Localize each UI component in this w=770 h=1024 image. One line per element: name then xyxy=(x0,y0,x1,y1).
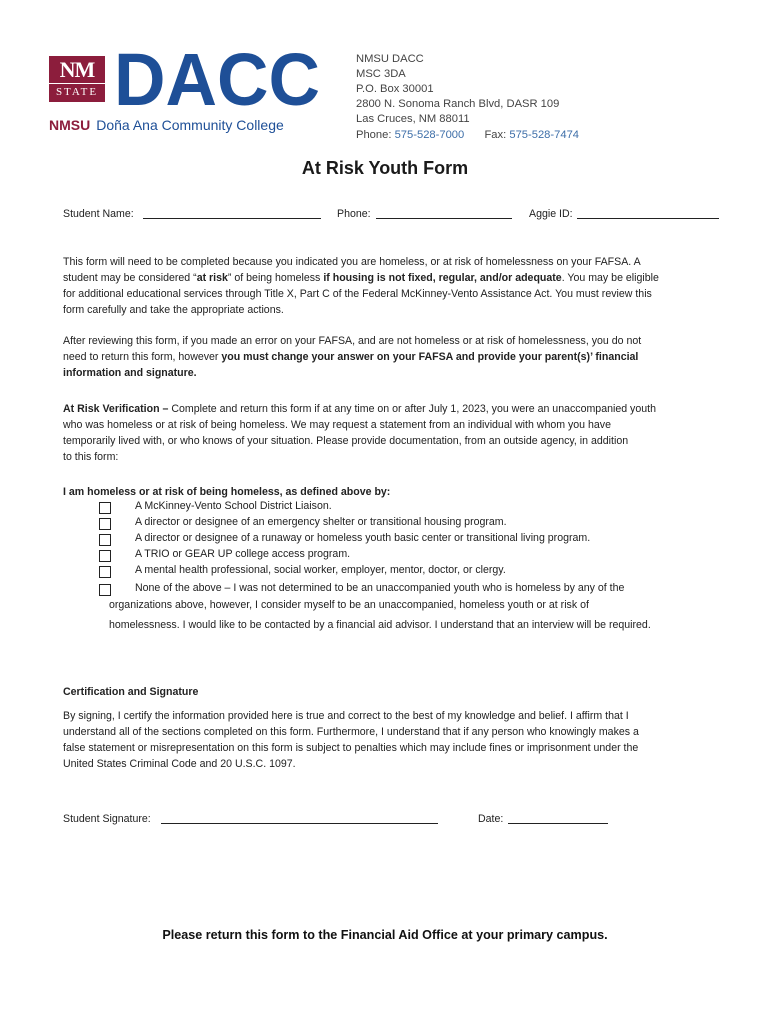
checkbox-liaison[interactable] xyxy=(99,502,111,514)
option-mental-health-label: A mental health professional, social worker, employer, mentor, doctor, or clergy. xyxy=(135,564,506,576)
option-shelter-label: A director or designee of an emergency shelter or transitional housing program. xyxy=(135,516,507,528)
dacc-logo xyxy=(114,48,322,110)
para2-line2: need to return this form, however you must change your answer on your FAFSA and provide your parent(s)’ financial xyxy=(63,351,639,363)
logo-nmsu-text: NMSU xyxy=(49,117,91,133)
address-line-5: Las Cruces, NM 88011 xyxy=(356,113,470,125)
fax-number: 575-528-7474 xyxy=(509,129,580,141)
fax-label: Fax: xyxy=(484,129,507,141)
aggie-id-field[interactable] xyxy=(577,218,719,219)
phone-field-label: Phone: xyxy=(337,208,371,220)
para1-line2: student may be considered “at risk” of being homeless if housing is not fixed, regular, and/or adequate. You may be eligible xyxy=(63,272,659,284)
checkbox-shelter[interactable] xyxy=(99,518,111,530)
logo-caption xyxy=(49,117,284,133)
checkbox-none-of-above[interactable] xyxy=(99,584,111,596)
phone-field[interactable] xyxy=(376,218,512,219)
dacc-logo-text: DACC xyxy=(114,48,320,110)
certification-line3: false statement or misrepresentation on this form is subject to penalties which may include fines or imprisonment under the xyxy=(63,742,639,754)
certification-heading: Certification and Signature xyxy=(63,686,199,698)
phone-label: Phone: xyxy=(356,129,392,141)
checklist-heading: I am homeless or at risk of being homeless, as defined above by: xyxy=(63,486,391,498)
para1-line3: for additional educational services through Title X, Part C of the Federal McKinney-Vento Assistance Act. You must review this xyxy=(63,288,652,300)
contact-line xyxy=(356,128,579,143)
date-field[interactable] xyxy=(508,823,608,824)
option-none-of-above-cont2: homelessness. I would like to be contacted by a financial aid advisor. I understand that an interview will be required. xyxy=(109,619,651,631)
address-line-2: MSC 3DA xyxy=(356,68,406,80)
aggie-id-label: Aggie ID: xyxy=(529,208,573,220)
option-runaway-center-label: A director or designee of a runaway or homeless youth basic center or transitional living program. xyxy=(135,532,591,544)
page-title: At Risk Youth Form xyxy=(301,158,469,178)
checkbox-runaway-center[interactable] xyxy=(99,534,111,546)
student-signature-field[interactable] xyxy=(161,823,438,824)
para3-line4: to this form: xyxy=(63,451,119,463)
certification-line1: By signing, I certify the information provided here is true and correct to the best of my knowledge and belief. I affirm that I xyxy=(63,710,629,722)
para2-line3: information and signature. xyxy=(63,367,197,379)
phone-number[interactable]: 575-528-7000 xyxy=(394,129,465,141)
para1-line4: form carefully and take the appropriate actions. xyxy=(63,304,284,316)
nm-state-logo xyxy=(49,56,105,102)
para1-line1: This form will need to be completed because you indicated you are homeless, or at risk of homelessness on your FAFSA. A xyxy=(63,256,641,268)
address-line-3: P.O. Box 30001 xyxy=(356,83,434,95)
checkbox-mental-health[interactable] xyxy=(99,566,111,578)
option-none-of-above-cont1: organizations above, however, I consider myself to be an unaccompanied, homeless youth or at risk of xyxy=(109,599,589,611)
option-trio-gearup-label: A TRIO or GEAR UP college access program. xyxy=(135,548,351,560)
option-none-of-above-label: None of the above – I was not determined to be an unaccompanied youth who is homeless by any of the xyxy=(135,582,625,594)
para3-line3: temporarily lived with, or who knows of your situation. Please provide documentation, from an outside agency, in addition xyxy=(63,435,629,447)
address-line-1: NMSU DACC xyxy=(356,53,424,65)
address-line-4: 2800 N. Sonoma Ranch Blvd, DASR 109 xyxy=(356,98,560,110)
student-name-field[interactable] xyxy=(143,218,321,219)
return-instructions: Please return this form to the Financial Aid Office at your primary campus. xyxy=(162,928,608,942)
student-signature-label: Student Signature: xyxy=(63,813,151,825)
logo-nm-text: NM xyxy=(59,57,95,82)
logo-state-text: STATE xyxy=(49,83,105,98)
para3-line2: who was homeless or at risk of being homeless. We may request a statement from an individual with whom you have xyxy=(63,419,611,431)
date-label: Date: xyxy=(478,813,504,825)
student-name-label: Student Name: xyxy=(63,208,134,220)
option-liaison-label: A McKinney-Vento School District Liaison. xyxy=(135,500,332,512)
logo-college-text: Doña Ana Community College xyxy=(96,117,284,133)
certification-line2: understand all of the sections completed on this form. Furthermore, I understand that if any person who knowingly makes a xyxy=(63,726,639,738)
para2-line1: After reviewing this form, if you made an error on your FAFSA, and are not homeless or at risk of homelessness, you do not xyxy=(63,335,642,347)
checkbox-trio-gearup[interactable] xyxy=(99,550,111,562)
certification-line4: United States Criminal Code and 20 U.S.C. 1097. xyxy=(63,758,296,770)
para3-line1: At Risk Verification – Complete and return this form if at any time on or after July 1, 2023, you were an unaccompanied youth xyxy=(63,403,656,415)
